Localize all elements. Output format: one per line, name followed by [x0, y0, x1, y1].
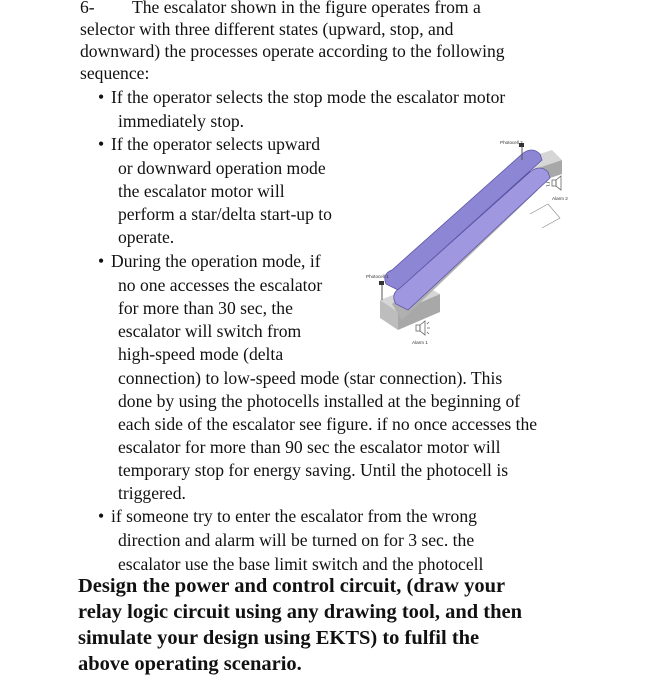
bullet-3-line-3: for more than 30 sec, the: [118, 298, 293, 318]
intro-line-4: sequence:: [80, 63, 150, 83]
handrail-far: [385, 150, 542, 290]
photocell-1-label: Photocell 1: [366, 274, 389, 279]
task-line-4: above operating scenario.: [78, 653, 302, 675]
escalator-illustration: [362, 134, 568, 350]
bullet-marker-2: •: [98, 134, 105, 154]
alarm-2-label: Alarm 2: [552, 196, 568, 201]
intro-line-1: The escalator shown in the figure operates from a: [132, 0, 481, 17]
bullet-marker-1: •: [98, 87, 105, 107]
bullet-3-line-4: escalator will switch from: [118, 321, 302, 341]
bullet-4-line-3: escalator use the base limit switch and the photocell: [118, 554, 484, 574]
question-number-label: 6-: [80, 0, 95, 17]
bullet-4-line-1: if someone try to enter the escalator from the wrong: [111, 506, 477, 526]
task-line-3: simulate your design using EKTS) to fulfil the: [78, 627, 480, 649]
bullet-3-line-2: no one accesses the escalator: [118, 275, 323, 295]
bullet-marker-3: •: [98, 251, 105, 271]
upper-floor-outline: [530, 204, 560, 228]
intro-line-2: selector with three different states (upward, stop, and: [80, 19, 454, 39]
bullet-2-line-3: the escalator motor will: [118, 181, 285, 201]
bullet-3-line-8: each side of the escalator see figure. if no once accesses the: [118, 414, 538, 434]
bullet-2-line-5: operate.: [118, 227, 175, 247]
bullet-3-line-10: temporary stop for energy saving. Until the photocell is: [118, 460, 509, 480]
bullet-3-line-1: During the operation mode, if: [111, 251, 321, 271]
escalator-figure: [362, 134, 568, 350]
photocell-2-label: Photocell 2: [500, 140, 523, 145]
bullet-4-line-2: direction and alarm will be turned on for 3 sec. the: [118, 530, 475, 550]
bullet-marker-4: •: [98, 506, 105, 526]
bullet-2-line-1: If the operator selects upward: [111, 134, 321, 154]
bullet-1-line-2: immediately stop.: [118, 111, 245, 131]
intro-line-3: downward) the processes operate according to the following: [80, 41, 505, 61]
alarm-1-label: Alarm 1: [412, 340, 428, 345]
handrail-near: [394, 168, 550, 310]
bullet-3-line-7: done by using the photocells installed at the beginning of: [118, 391, 521, 411]
bullet-2-line-4: perform a star/delta start-up to: [118, 204, 332, 224]
bullet-3-line-9: escalator for more than 90 sec the escalator motor will: [118, 437, 501, 457]
bullet-3-line-6: connection) to low-speed mode (star connection). This: [118, 368, 503, 388]
bullet-3-line-11: triggered.: [118, 483, 186, 503]
photocell-1-sensor: [379, 281, 384, 285]
bullet-3-line-5: high-speed mode (delta: [118, 344, 284, 364]
task-line-2: relay logic circuit using any drawing tool, and then: [78, 601, 523, 623]
bullet-1-line-1: If the operator selects the stop mode the escalator motor: [111, 87, 506, 107]
alarm-1-speaker-icon: [416, 321, 430, 335]
bullet-2-line-2: or downward operation mode: [118, 158, 326, 178]
task-line-1: Design the power and control circuit, (draw your: [78, 575, 506, 597]
